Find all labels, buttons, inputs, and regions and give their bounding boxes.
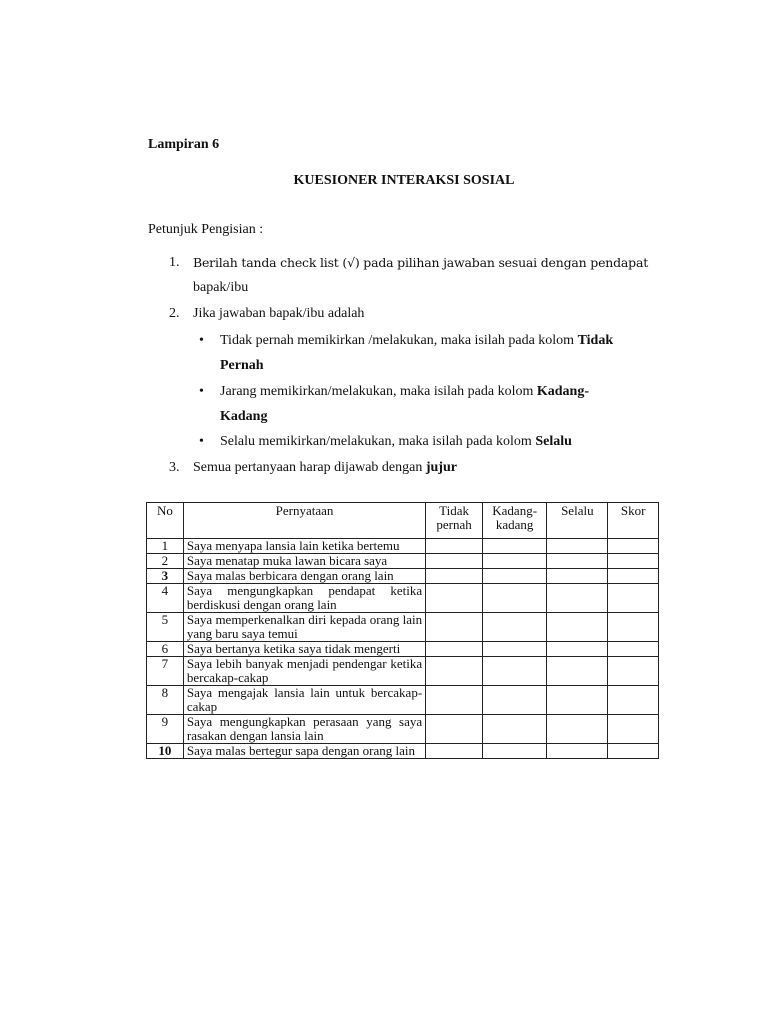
answer-sometimes-cell[interactable] [483,569,547,584]
header-score: Skor [608,503,659,539]
score-cell[interactable] [608,584,659,613]
answer-always-cell[interactable] [547,642,608,657]
header-sometimes [483,503,547,539]
answer-always-cell[interactable] [547,569,608,584]
row-number: 9 [147,715,184,744]
row-number: 2 [147,554,184,569]
answer-sometimes-cell[interactable] [483,657,547,686]
answer-never-cell[interactable] [426,744,483,759]
bullet-icon: • [199,434,204,449]
bullet-text [220,384,589,400]
instruction-text: Jika jawaban bapak/ibu adalah [193,306,365,321]
row-number: 8 [147,686,184,715]
answer-never-cell[interactable] [426,539,483,554]
table-row [147,744,659,759]
table-row [147,657,659,686]
header-never-line2: pernah [436,517,472,532]
answer-always-cell[interactable] [547,584,608,613]
table-row [147,554,659,569]
bullet-text-bold: Kadang- [536,384,589,399]
answer-sometimes-cell[interactable] [483,613,547,642]
bullet-text-plain: Tidak pernah memikirkan /melakukan, maka isilah pada kolom [220,333,578,348]
row-number: 5 [147,613,184,642]
bullet-icon: • [199,384,204,399]
answer-sometimes-cell[interactable] [483,686,547,715]
table-row [147,686,659,715]
answer-sometimes-cell[interactable] [483,539,547,554]
answer-never-cell[interactable] [426,686,483,715]
bullet-icon: • [199,333,204,348]
score-cell[interactable] [608,686,659,715]
instruction-text [193,460,457,476]
bullet-text [220,434,572,450]
answer-sometimes-cell[interactable] [483,554,547,569]
score-cell[interactable] [608,569,659,584]
row-statement: Saya mengajak lansia lain untuk bercakap-cakap [183,686,425,715]
row-statement: Saya memperkenalkan diri kepada orang lain yang baru saya temui [183,613,425,642]
answer-always-cell[interactable] [547,686,608,715]
score-cell[interactable] [608,613,659,642]
header-always: Selalu [547,503,608,539]
bullet-text [220,333,613,349]
instructions-heading: Petunjuk Pengisian : [148,222,264,237]
header-never-line1: Tidak [439,503,470,518]
bullet-text-cont: Pernah [220,358,264,373]
instruction-number: 2. [169,306,180,321]
table-row [147,642,659,657]
bullet-text-plain: Jarang memikirkan/melakukan, maka isilah pada kolom [220,384,537,399]
instruction-text-plain: Semua pertanyaan harap dijawab dengan [193,460,426,475]
header-never [426,503,483,539]
bullet-text-plain: Selalu memikirkan/melakukan, maka isilah pada kolom [220,434,536,449]
row-statement: Saya bertanya ketika saya tidak mengerti [183,642,425,657]
answer-never-cell[interactable] [426,657,483,686]
header-sometimes-line2: kadang [495,517,534,532]
instruction-text-cont: bapak/ibu [193,280,249,295]
score-cell[interactable] [608,657,659,686]
row-statement: Saya mengungkapkan perasaan yang saya rasakan dengan lansia lain [183,715,425,744]
answer-always-cell[interactable] [547,744,608,759]
score-cell[interactable] [608,539,659,554]
header-sometimes-line1: Kadang- [492,503,538,518]
answer-sometimes-cell[interactable] [483,715,547,744]
header-statement: Pernyataan [183,503,425,539]
answer-always-cell[interactable] [547,715,608,744]
row-statement: Saya lebih banyak menjadi pendengar ketika bercakap-cakap [183,657,425,686]
table-header-row [147,503,659,539]
row-statement: Saya mengungkapkan pendapat ketika berdiskusi dengan orang lain [183,584,425,613]
instruction-number: 3. [169,460,180,475]
table-row [147,539,659,554]
row-statement: Saya menyapa lansia lain ketika bertemu [183,539,425,554]
instruction-text-bold: jujur [425,460,457,475]
instruction-text: Berilah tanda check list (√) pada pilihan jawaban sesuai dengan pendapat [193,255,649,270]
score-cell[interactable] [608,642,659,657]
score-cell[interactable] [608,744,659,759]
answer-always-cell[interactable] [547,613,608,642]
table-row [147,715,659,744]
answer-never-cell[interactable] [426,715,483,744]
answer-always-cell[interactable] [547,657,608,686]
bullet-text-bold: Tidak [577,333,614,348]
table-row [147,584,659,613]
answer-sometimes-cell[interactable] [483,584,547,613]
row-statement: Saya malas bertegur sapa dengan orang lain [183,744,425,759]
score-cell[interactable] [608,554,659,569]
row-number: 10 [147,744,184,759]
row-statement: Saya menatap muka lawan bicara saya [183,554,425,569]
header-no: No [147,503,184,539]
row-number: 4 [147,584,184,613]
answer-always-cell[interactable] [547,554,608,569]
row-number: 7 [147,657,184,686]
answer-always-cell[interactable] [547,539,608,554]
answer-never-cell[interactable] [426,569,483,584]
bullet-text-cont: Kadang [220,409,268,424]
instruction-number: 1. [169,255,180,270]
answer-never-cell[interactable] [426,613,483,642]
answer-never-cell[interactable] [426,584,483,613]
document-title: KUESIONER INTERAKSI SOSIAL [293,173,515,188]
bullet-text-bold: Selalu [535,434,572,449]
row-number: 3 [147,569,184,584]
answer-sometimes-cell[interactable] [483,744,547,759]
answer-never-cell[interactable] [426,642,483,657]
appendix-label: Lampiran 6 [148,137,220,152]
questionnaire-table [146,502,659,759]
row-statement: Saya malas berbicara dengan orang lain [183,569,425,584]
table-row [147,613,659,642]
row-number: 1 [147,539,184,554]
row-number: 6 [147,642,184,657]
score-cell[interactable] [608,715,659,744]
answer-sometimes-cell[interactable] [483,642,547,657]
table-row [147,569,659,584]
answer-never-cell[interactable] [426,554,483,569]
